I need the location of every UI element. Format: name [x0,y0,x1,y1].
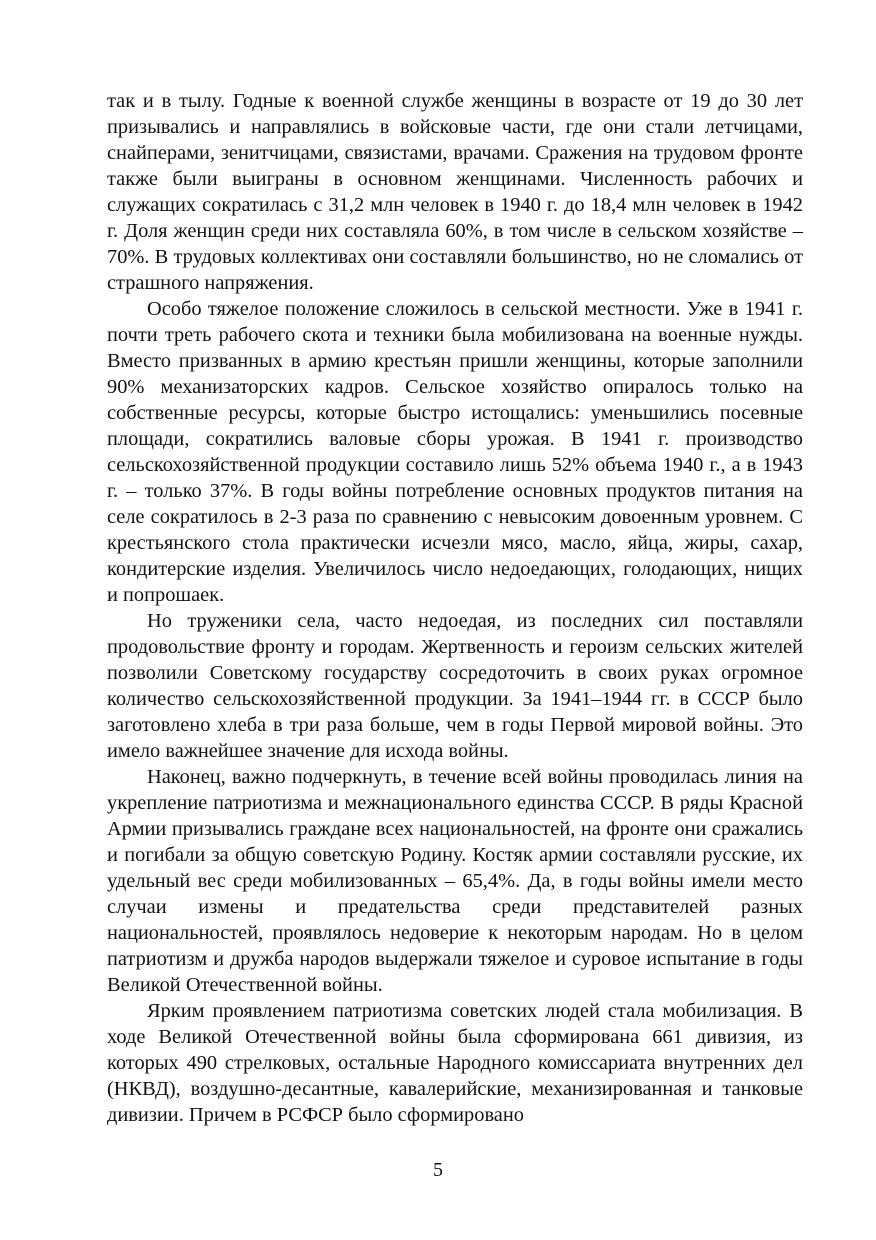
paragraph-4: Наконец, важно подчеркнуть, в течение всей войны проводилась линия на укрепление патриотизма и межнационального единства СССР. В ряды Красной Армии призывались граждане всех национальностей, на фронте они сражались и погибали за общую советскую Родину. Костяк армии составляли русские, их удельный вес среди мобилизованных – 65,4%. Да, в годы войны имели место случаи измены и предательства среди представителей разных национальностей, проявлялось недоверие к некоторым народам. Но в целом патриотизм и дружба народов выдержали тяжелое и суровое испытание в годы Великой Отечественной войны. [107,766,803,996]
paragraph-3: Но труженики села, часто недоедая, из последних сил поставляли продовольствие фронту и городам. Жертвенность и героизм сельских жителей позволили Советскому государству сосредоточить в своих руках огромное количество сельскохозяйственной продукции. За 1941–1944 гг. в СССР было заготовлено хлеба в три раза больше, чем в годы Первой мировой войны. Это имело важнейшее значение для исхода войны. [107,610,803,762]
paragraph-2: Особо тяжелое положение сложилось в сельской местности. Уже в 1941 г. почти треть рабочего скота и техники была мобилизована на военные нужды. Вместо призванных в армию крестьян пришли женщины, которые заполнили 90% механизаторских кадров. Сельское хозяйство опиралось только на собственные ресурсы, которые быстро истощались: уменьшились посевные площади, сократились валовые сборы урожая. В 1941 г. производство сельскохозяйственной продукции составило лишь 52% объема 1940 г., а в 1943 г. – только 37%. В годы войны потребление основных продуктов питания на селе сократилось в 2-3 раза по сравнению с невысоким довоенным уровнем. С крестьянского стола практически исчезли мясо, масло, яйца, жиры, сахар, кондитерские изделия. Увеличилось число недоедающих, голодающих, нищих и попрошаек. [107,298,803,606]
page-number: 5 [433,1159,443,1181]
paragraph-5: Ярким проявлением патриотизма советских людей стала мобилизация. В ходе Великой Отечественной войны была сформирована 661 дивизия, из которых 490 стрелковых, остальные Народного комиссариата внутренних дел (НКВД), воздушно-десантные, кавалерийские, механизированная и танковые дивизии. Причем в РСФСР было сформировано [107,1000,803,1126]
body-text [107,88,803,1128]
paragraph-1: так и в тылу. Годные к военной службе женщины в возрасте от 19 до 30 лет призывались и направлялись в войсковые части, где они стали летчицами, снайперами, зенитчицами, связистами, врачами. Сражения на трудовом фронте также были выиграны в основном женщинами. Численность рабочих и служащих сократилась с 31,2 млн человек в 1940 г. до 18,4 млн человек в 1942 г. Доля женщин среди них составляла 60%, в том числе в сельском хозяйстве – 70%. В трудовых коллективах они составляли большинство, но не сломались от страшного напряжения. [107,90,803,294]
